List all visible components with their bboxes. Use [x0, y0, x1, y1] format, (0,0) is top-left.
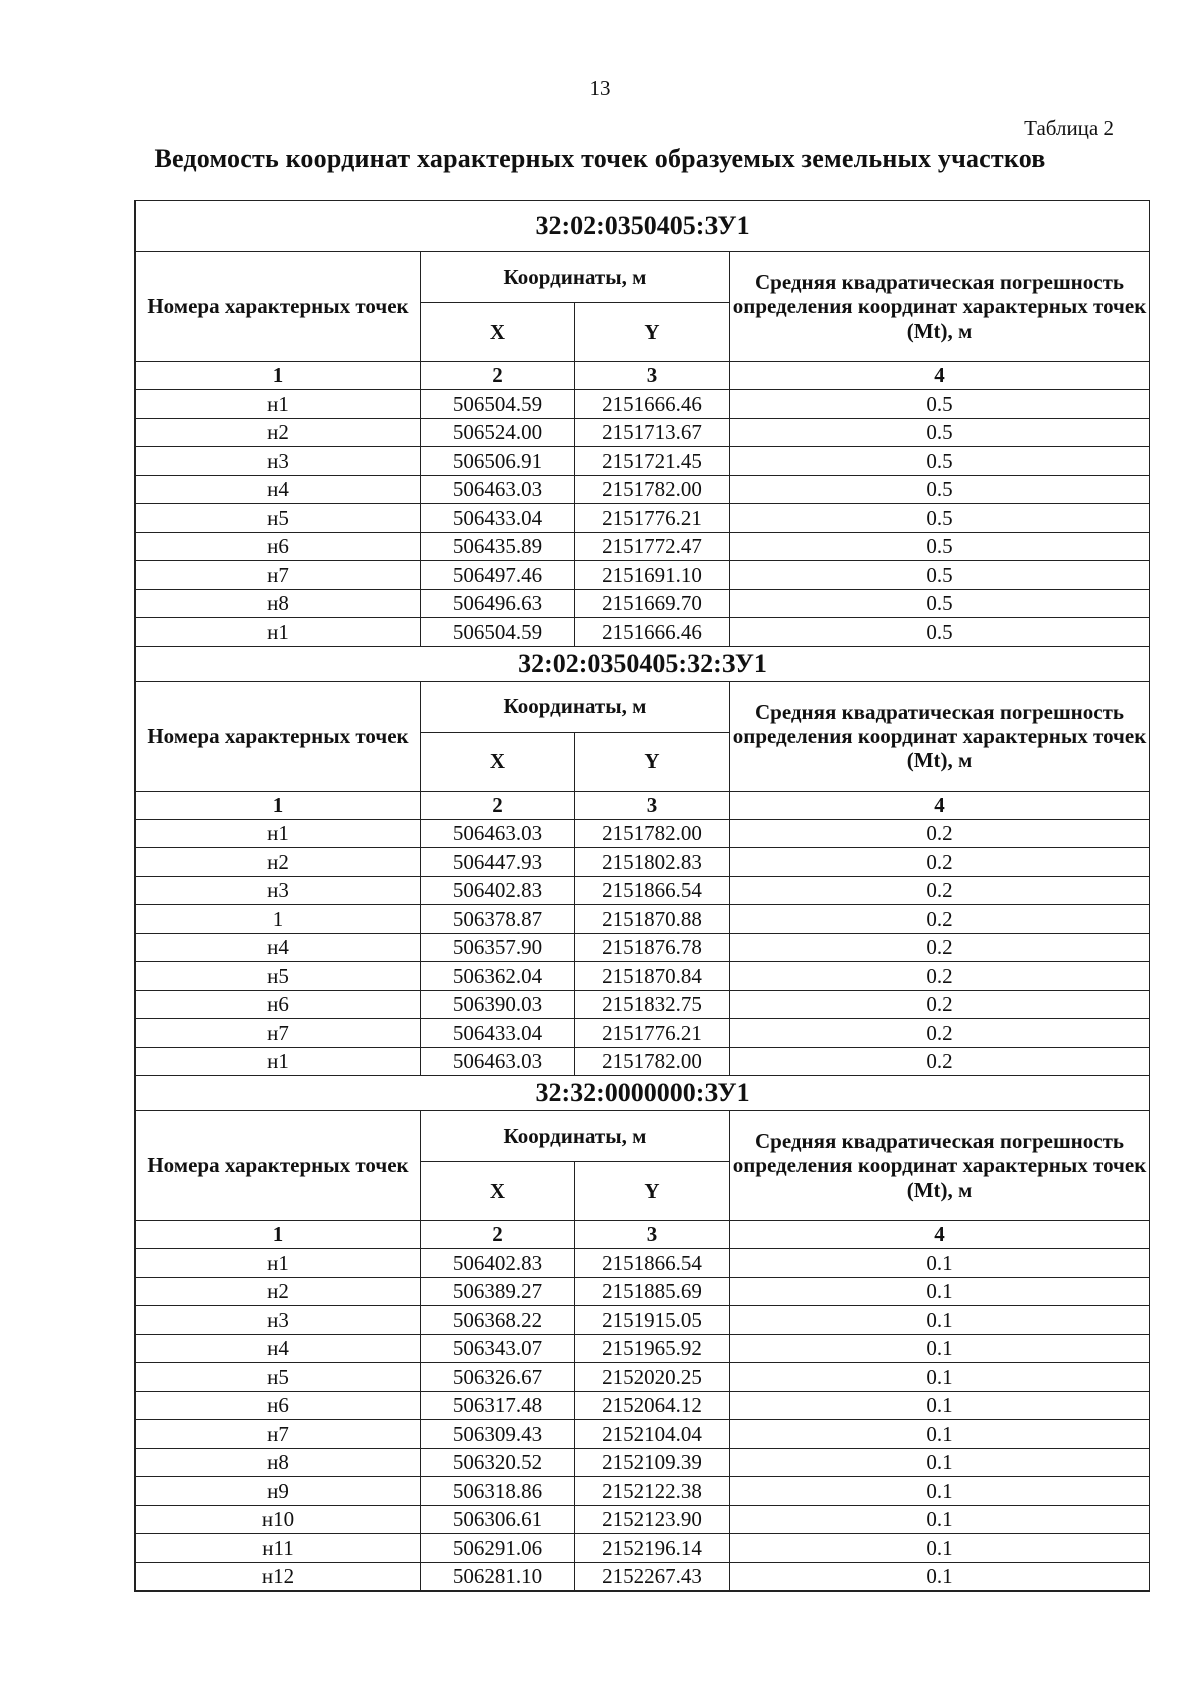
column-index: 2 [421, 1221, 575, 1249]
table-row [136, 1306, 1150, 1335]
y-value: 2151870.84 [575, 962, 730, 991]
parcel-id-row [136, 646, 1150, 681]
y-value: 2152122.38 [575, 1477, 730, 1506]
table-row [136, 475, 1150, 504]
y-value: 2151782.00 [575, 475, 730, 504]
column-index: 2 [421, 362, 575, 390]
error-value: 0.5 [730, 447, 1150, 476]
table-row [136, 390, 1150, 419]
x-value: 506524.00 [421, 418, 575, 447]
x-value: 506433.04 [421, 504, 575, 533]
error-value: 0.2 [730, 905, 1150, 934]
error-value: 0.1 [730, 1448, 1150, 1477]
column-index-row [136, 362, 1150, 390]
header-y: Y [575, 732, 730, 791]
x-value: 506318.86 [421, 1477, 575, 1506]
parcel-id-row [136, 201, 1150, 252]
error-value: 0.1 [730, 1562, 1150, 1591]
point-number: н12 [136, 1562, 421, 1591]
y-value: 2151691.10 [575, 561, 730, 590]
table-row [136, 962, 1150, 991]
x-value: 506506.91 [421, 447, 575, 476]
point-number: н1 [136, 390, 421, 419]
point-number: н2 [136, 848, 421, 877]
parcel-id: 32:02:0350405:ЗУ1 [136, 201, 1150, 252]
error-value: 0.5 [730, 504, 1150, 533]
point-number: н8 [136, 1448, 421, 1477]
point-number: н1 [136, 819, 421, 848]
table-row [136, 561, 1150, 590]
x-value: 506357.90 [421, 933, 575, 962]
point-number: н7 [136, 1420, 421, 1449]
error-value: 0.1 [730, 1477, 1150, 1506]
parcel-id-row [136, 1076, 1150, 1111]
error-value: 0.1 [730, 1249, 1150, 1278]
point-number: н4 [136, 933, 421, 962]
point-number: н5 [136, 1363, 421, 1392]
table-row [136, 933, 1150, 962]
point-number: н5 [136, 962, 421, 991]
point-number: н9 [136, 1477, 421, 1506]
column-index: 2 [421, 791, 575, 819]
error-value: 0.2 [730, 876, 1150, 905]
error-value: 0.2 [730, 1019, 1150, 1048]
y-value: 2152123.90 [575, 1505, 730, 1534]
point-number: н8 [136, 589, 421, 618]
table-row [136, 876, 1150, 905]
header-points: Номера характерных точек [136, 681, 421, 791]
x-value: 506320.52 [421, 1448, 575, 1477]
header-row [136, 1111, 1150, 1162]
y-value: 2152020.25 [575, 1363, 730, 1392]
y-value: 2151721.45 [575, 447, 730, 476]
x-value: 506447.93 [421, 848, 575, 877]
point-number: н3 [136, 876, 421, 905]
table-row [136, 1505, 1150, 1534]
y-value: 2151832.75 [575, 990, 730, 1019]
header-x: X [421, 1162, 575, 1221]
header-x: X [421, 732, 575, 791]
column-index: 4 [730, 791, 1150, 819]
x-value: 506291.06 [421, 1534, 575, 1563]
table-row [136, 819, 1150, 848]
error-value: 0.1 [730, 1534, 1150, 1563]
x-value: 506309.43 [421, 1420, 575, 1449]
header-error: Средняя квадратическая погрешность определения координат характерных точек (Mt), м [730, 681, 1150, 791]
error-value: 0.5 [730, 618, 1150, 647]
table-row [136, 618, 1150, 647]
x-value: 506504.59 [421, 390, 575, 419]
x-value: 506326.67 [421, 1363, 575, 1392]
table-row [136, 418, 1150, 447]
error-value: 0.1 [730, 1391, 1150, 1420]
point-number: н4 [136, 475, 421, 504]
document-title: Ведомость координат характерных точек образуемых земельных участков [154, 144, 1046, 173]
x-value: 506402.83 [421, 1249, 575, 1278]
x-value: 506463.03 [421, 819, 575, 848]
error-value: 0.5 [730, 532, 1150, 561]
y-value: 2151669.70 [575, 589, 730, 618]
table-row [136, 1277, 1150, 1306]
y-value: 2151870.88 [575, 905, 730, 934]
error-value: 0.1 [730, 1363, 1150, 1392]
error-value: 0.2 [730, 1047, 1150, 1076]
point-number: н3 [136, 1306, 421, 1335]
point-number: н7 [136, 1019, 421, 1048]
y-value: 2151666.46 [575, 618, 730, 647]
error-value: 0.1 [730, 1277, 1150, 1306]
x-value: 506496.63 [421, 589, 575, 618]
y-value: 2152267.43 [575, 1562, 730, 1591]
y-value: 2151776.21 [575, 504, 730, 533]
table-row [136, 1249, 1150, 1278]
table-row [136, 532, 1150, 561]
column-index: 4 [730, 1221, 1150, 1249]
x-value: 506463.03 [421, 475, 575, 504]
table-row [136, 1019, 1150, 1048]
error-value: 0.5 [730, 418, 1150, 447]
y-value: 2151866.54 [575, 1249, 730, 1278]
header-row [136, 681, 1150, 732]
x-value: 506368.22 [421, 1306, 575, 1335]
y-value: 2152104.04 [575, 1420, 730, 1449]
point-number: н5 [136, 504, 421, 533]
error-value: 0.1 [730, 1420, 1150, 1449]
point-number: н1 [136, 618, 421, 647]
x-value: 506402.83 [421, 876, 575, 905]
header-coords: Координаты, м [421, 1111, 730, 1162]
x-value: 506281.10 [421, 1562, 575, 1591]
y-value: 2152109.39 [575, 1448, 730, 1477]
error-value: 0.5 [730, 561, 1150, 590]
header-coords: Координаты, м [421, 252, 730, 303]
y-value: 2151885.69 [575, 1277, 730, 1306]
column-index-row [136, 791, 1150, 819]
y-value: 2151876.78 [575, 933, 730, 962]
error-value: 0.5 [730, 390, 1150, 419]
point-number: н7 [136, 561, 421, 590]
y-value: 2151776.21 [575, 1019, 730, 1048]
column-index: 1 [136, 362, 421, 390]
x-value: 506435.89 [421, 532, 575, 561]
column-index: 4 [730, 362, 1150, 390]
table-row [136, 589, 1150, 618]
column-index: 3 [575, 1221, 730, 1249]
error-value: 0.5 [730, 589, 1150, 618]
page-number: 13 [589, 76, 611, 100]
x-value: 506433.04 [421, 1019, 575, 1048]
x-value: 506504.59 [421, 618, 575, 647]
table-label: Таблица 2 [1024, 116, 1114, 140]
table-row [136, 990, 1150, 1019]
table-row [136, 1448, 1150, 1477]
header-y: Y [575, 303, 730, 362]
point-number: 1 [136, 905, 421, 934]
y-value: 2151666.46 [575, 390, 730, 419]
point-number: н4 [136, 1334, 421, 1363]
x-value: 506497.46 [421, 561, 575, 590]
table-row [136, 848, 1150, 877]
parcel-id: 32:02:0350405:32:ЗУ1 [136, 646, 1150, 681]
point-number: н6 [136, 990, 421, 1019]
point-number: н6 [136, 532, 421, 561]
table-row [136, 905, 1150, 934]
error-value: 0.2 [730, 990, 1150, 1019]
table-row [136, 504, 1150, 533]
column-index: 1 [136, 791, 421, 819]
point-number: н2 [136, 1277, 421, 1306]
y-value: 2151965.92 [575, 1334, 730, 1363]
column-index-row [136, 1221, 1150, 1249]
table-row [136, 1534, 1150, 1563]
y-value: 2151915.05 [575, 1306, 730, 1335]
table-row [136, 447, 1150, 476]
parcel-id: 32:32:0000000:ЗУ1 [136, 1076, 1150, 1111]
coordinates-table [135, 201, 1150, 1591]
table-row [136, 1047, 1150, 1076]
x-value: 506378.87 [421, 905, 575, 934]
header-error: Средняя квадратическая погрешность определения координат характерных точек (Mt), м [730, 1111, 1150, 1221]
table-row [136, 1334, 1150, 1363]
column-index: 3 [575, 791, 730, 819]
column-index: 1 [136, 1221, 421, 1249]
header-points: Номера характерных точек [136, 252, 421, 362]
table-row [136, 1363, 1150, 1392]
y-value: 2151713.67 [575, 418, 730, 447]
point-number: н1 [136, 1249, 421, 1278]
header-y: Y [575, 1162, 730, 1221]
point-number: н2 [136, 418, 421, 447]
x-value: 506317.48 [421, 1391, 575, 1420]
error-value: 0.5 [730, 475, 1150, 504]
point-number: н6 [136, 1391, 421, 1420]
header-coords: Координаты, м [421, 681, 730, 732]
x-value: 506362.04 [421, 962, 575, 991]
table-row [136, 1391, 1150, 1420]
x-value: 506306.61 [421, 1505, 575, 1534]
y-value: 2152196.14 [575, 1534, 730, 1563]
table-row [136, 1420, 1150, 1449]
header-points: Номера характерных точек [136, 1111, 421, 1221]
y-value: 2152064.12 [575, 1391, 730, 1420]
point-number: н1 [136, 1047, 421, 1076]
error-value: 0.2 [730, 819, 1150, 848]
x-value: 506463.03 [421, 1047, 575, 1076]
header-row [136, 252, 1150, 303]
error-value: 0.1 [730, 1505, 1150, 1534]
table-row [136, 1562, 1150, 1591]
error-value: 0.2 [730, 933, 1150, 962]
y-value: 2151866.54 [575, 876, 730, 905]
header-x: X [421, 303, 575, 362]
y-value: 2151802.83 [575, 848, 730, 877]
column-index: 3 [575, 362, 730, 390]
point-number: н10 [136, 1505, 421, 1534]
y-value: 2151782.00 [575, 819, 730, 848]
coordinates-sheet [134, 200, 1150, 1592]
x-value: 506389.27 [421, 1277, 575, 1306]
header-error: Средняя квадратическая погрешность определения координат характерных точек (Mt), м [730, 252, 1150, 362]
error-value: 0.1 [730, 1306, 1150, 1335]
x-value: 506390.03 [421, 990, 575, 1019]
y-value: 2151772.47 [575, 532, 730, 561]
point-number: н3 [136, 447, 421, 476]
table-row [136, 1477, 1150, 1506]
error-value: 0.2 [730, 848, 1150, 877]
error-value: 0.2 [730, 962, 1150, 991]
point-number: н11 [136, 1534, 421, 1563]
error-value: 0.1 [730, 1334, 1150, 1363]
x-value: 506343.07 [421, 1334, 575, 1363]
y-value: 2151782.00 [575, 1047, 730, 1076]
